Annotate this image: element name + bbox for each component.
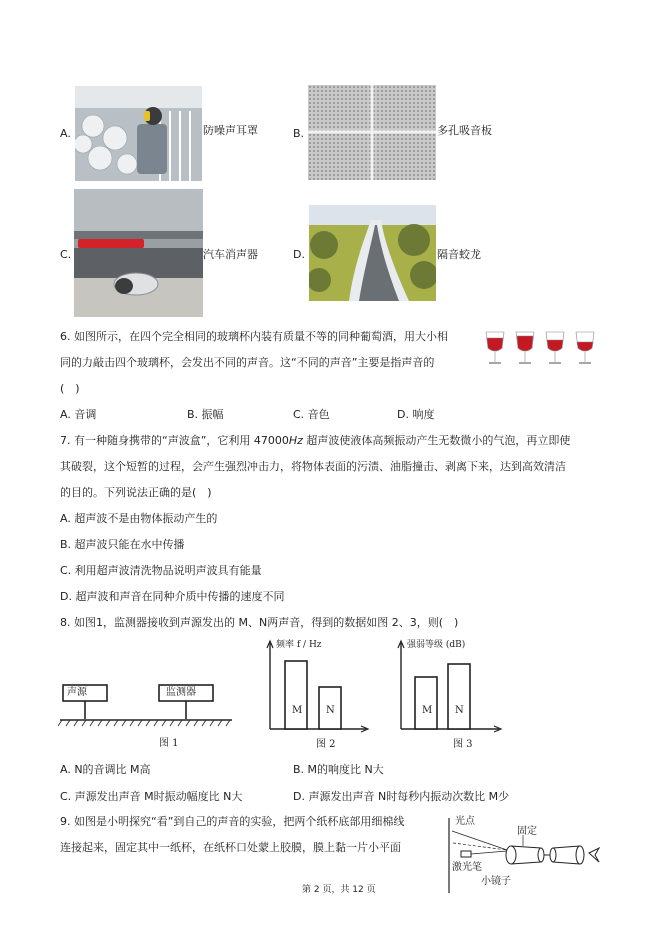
fig3-bar-m [415,677,437,729]
q9-stem-line1: 9. 如图是小明探究“看”到自己的声音的实验，把两个纸杯底部用细棉线 [60,815,405,828]
earmuff-worker-photo [75,86,202,181]
page-footer: 第 2 页，共 12 页 [302,885,376,895]
q7-option-d[interactable]: D. 超声波和声音在同种介质中传播的速度不同 [60,590,285,603]
q6-option-a[interactable]: A. 音调 [60,408,97,421]
q8-option-d[interactable]: D. 声源发出声音 N时每秒内振动次数比 M少 [293,790,510,803]
fig1-label: 图 1 [159,738,179,749]
q6-option-b[interactable]: B. 振幅 [187,408,224,421]
q8-stem: 8. 如图1，监测器接收到声源发出的 M、N两声音，得到的数据如图 2、3，则( ) [60,616,459,629]
q7-option-c[interactable]: C. 利用超声波清洗物品说明声波具有能量 [60,564,262,577]
q9-experiment-figure [443,813,603,893]
fig2-bar-m [285,661,307,729]
fig2-label: 图 2 [316,739,336,750]
q6-option-d[interactable]: D. 响度 [397,408,435,421]
q8-figure-2 [262,637,372,753]
option-d-caption: 隔音蛟龙 [437,248,481,261]
option-b-letter: B. [293,127,305,140]
fig3-bar-n [448,664,470,729]
q7-option-a[interactable]: A. 超声波不是由物体振动产生的 [60,512,218,525]
fig2-bar-n-label: N [326,705,335,716]
q7-stem-line1: 7. 有一种随身携带的“声波盒”，它利用 47000Hz 超声波使液体高频振动产生无数微小的气泡，再立即使 [60,434,571,447]
q8-option-a[interactable]: A. N的音调比 M高 [60,763,151,776]
q8-figure-1 [58,675,236,755]
light-spot-label: 光点 [455,816,475,827]
q6-stem-line1: 6. 如图所示，在四个完全相同的玻璃杯内装有质量不等的同种葡萄酒，用大小相 [60,330,448,343]
q6-stem-line3: ( ) [60,382,80,395]
fixed-label: 固定 [517,826,537,837]
sound-source-label: 声源 [67,687,87,698]
fig2-y-axis-label: 频率 f / Hz [276,640,322,650]
option-d-letter: D. [293,248,305,261]
option-a-caption: 防噪声耳罩 [203,124,258,137]
fig3-bar-m-label: M [422,705,433,716]
detector-label: 监测器 [166,687,196,698]
fig3-bar-n-label: N [455,705,464,716]
option-c-caption: 汽车消声器 [203,248,258,261]
option-b-caption: 多孔吸音板 [437,124,492,137]
fig3-y-axis-label: 强弱等级 (dB) [407,640,466,650]
perforated-panel-photo [308,85,436,180]
sound-barrier-tunnel-photo [309,205,436,301]
car-muffler-photo [74,189,203,317]
q7-option-b[interactable]: B. 超声波只能在水中传播 [60,538,185,551]
q9-stem-line2: 连接起来，固定其中一纸杯，在纸杯口处蒙上胶膜，膜上黏一片小平面 [60,841,401,854]
fig2-bar-m-label: M [292,705,303,716]
q8-figure-3 [393,637,505,753]
option-a-letter: A. [60,127,71,140]
q8-option-b[interactable]: B. M的响度比 N大 [293,763,384,776]
fig3-label: 图 3 [453,739,473,750]
wine-glasses-figure [484,328,600,368]
q8-option-c[interactable]: C. 声源发出声音 M时振动幅度比 N大 [60,790,243,803]
q6-option-c[interactable]: C. 音色 [293,408,330,421]
q6-stem-line2: 同的力敲击四个玻璃杯，会发出不同的声音。这“不同的声音”主要是指声音的 [60,356,435,369]
q7-stem-line2: 其破裂，这个短暂的过程，会产生强烈冲击力，将物体表面的污渍、油脂撞击、剥离下来，达到高效清洁 [60,460,566,473]
option-c-letter: C. [60,248,72,261]
q7-stem-line3: 的目的。下列说法正确的是( ) [60,486,212,499]
laser-pointer-label: 激光笔 [452,862,482,873]
small-mirror-label: 小镜子 [481,876,511,887]
